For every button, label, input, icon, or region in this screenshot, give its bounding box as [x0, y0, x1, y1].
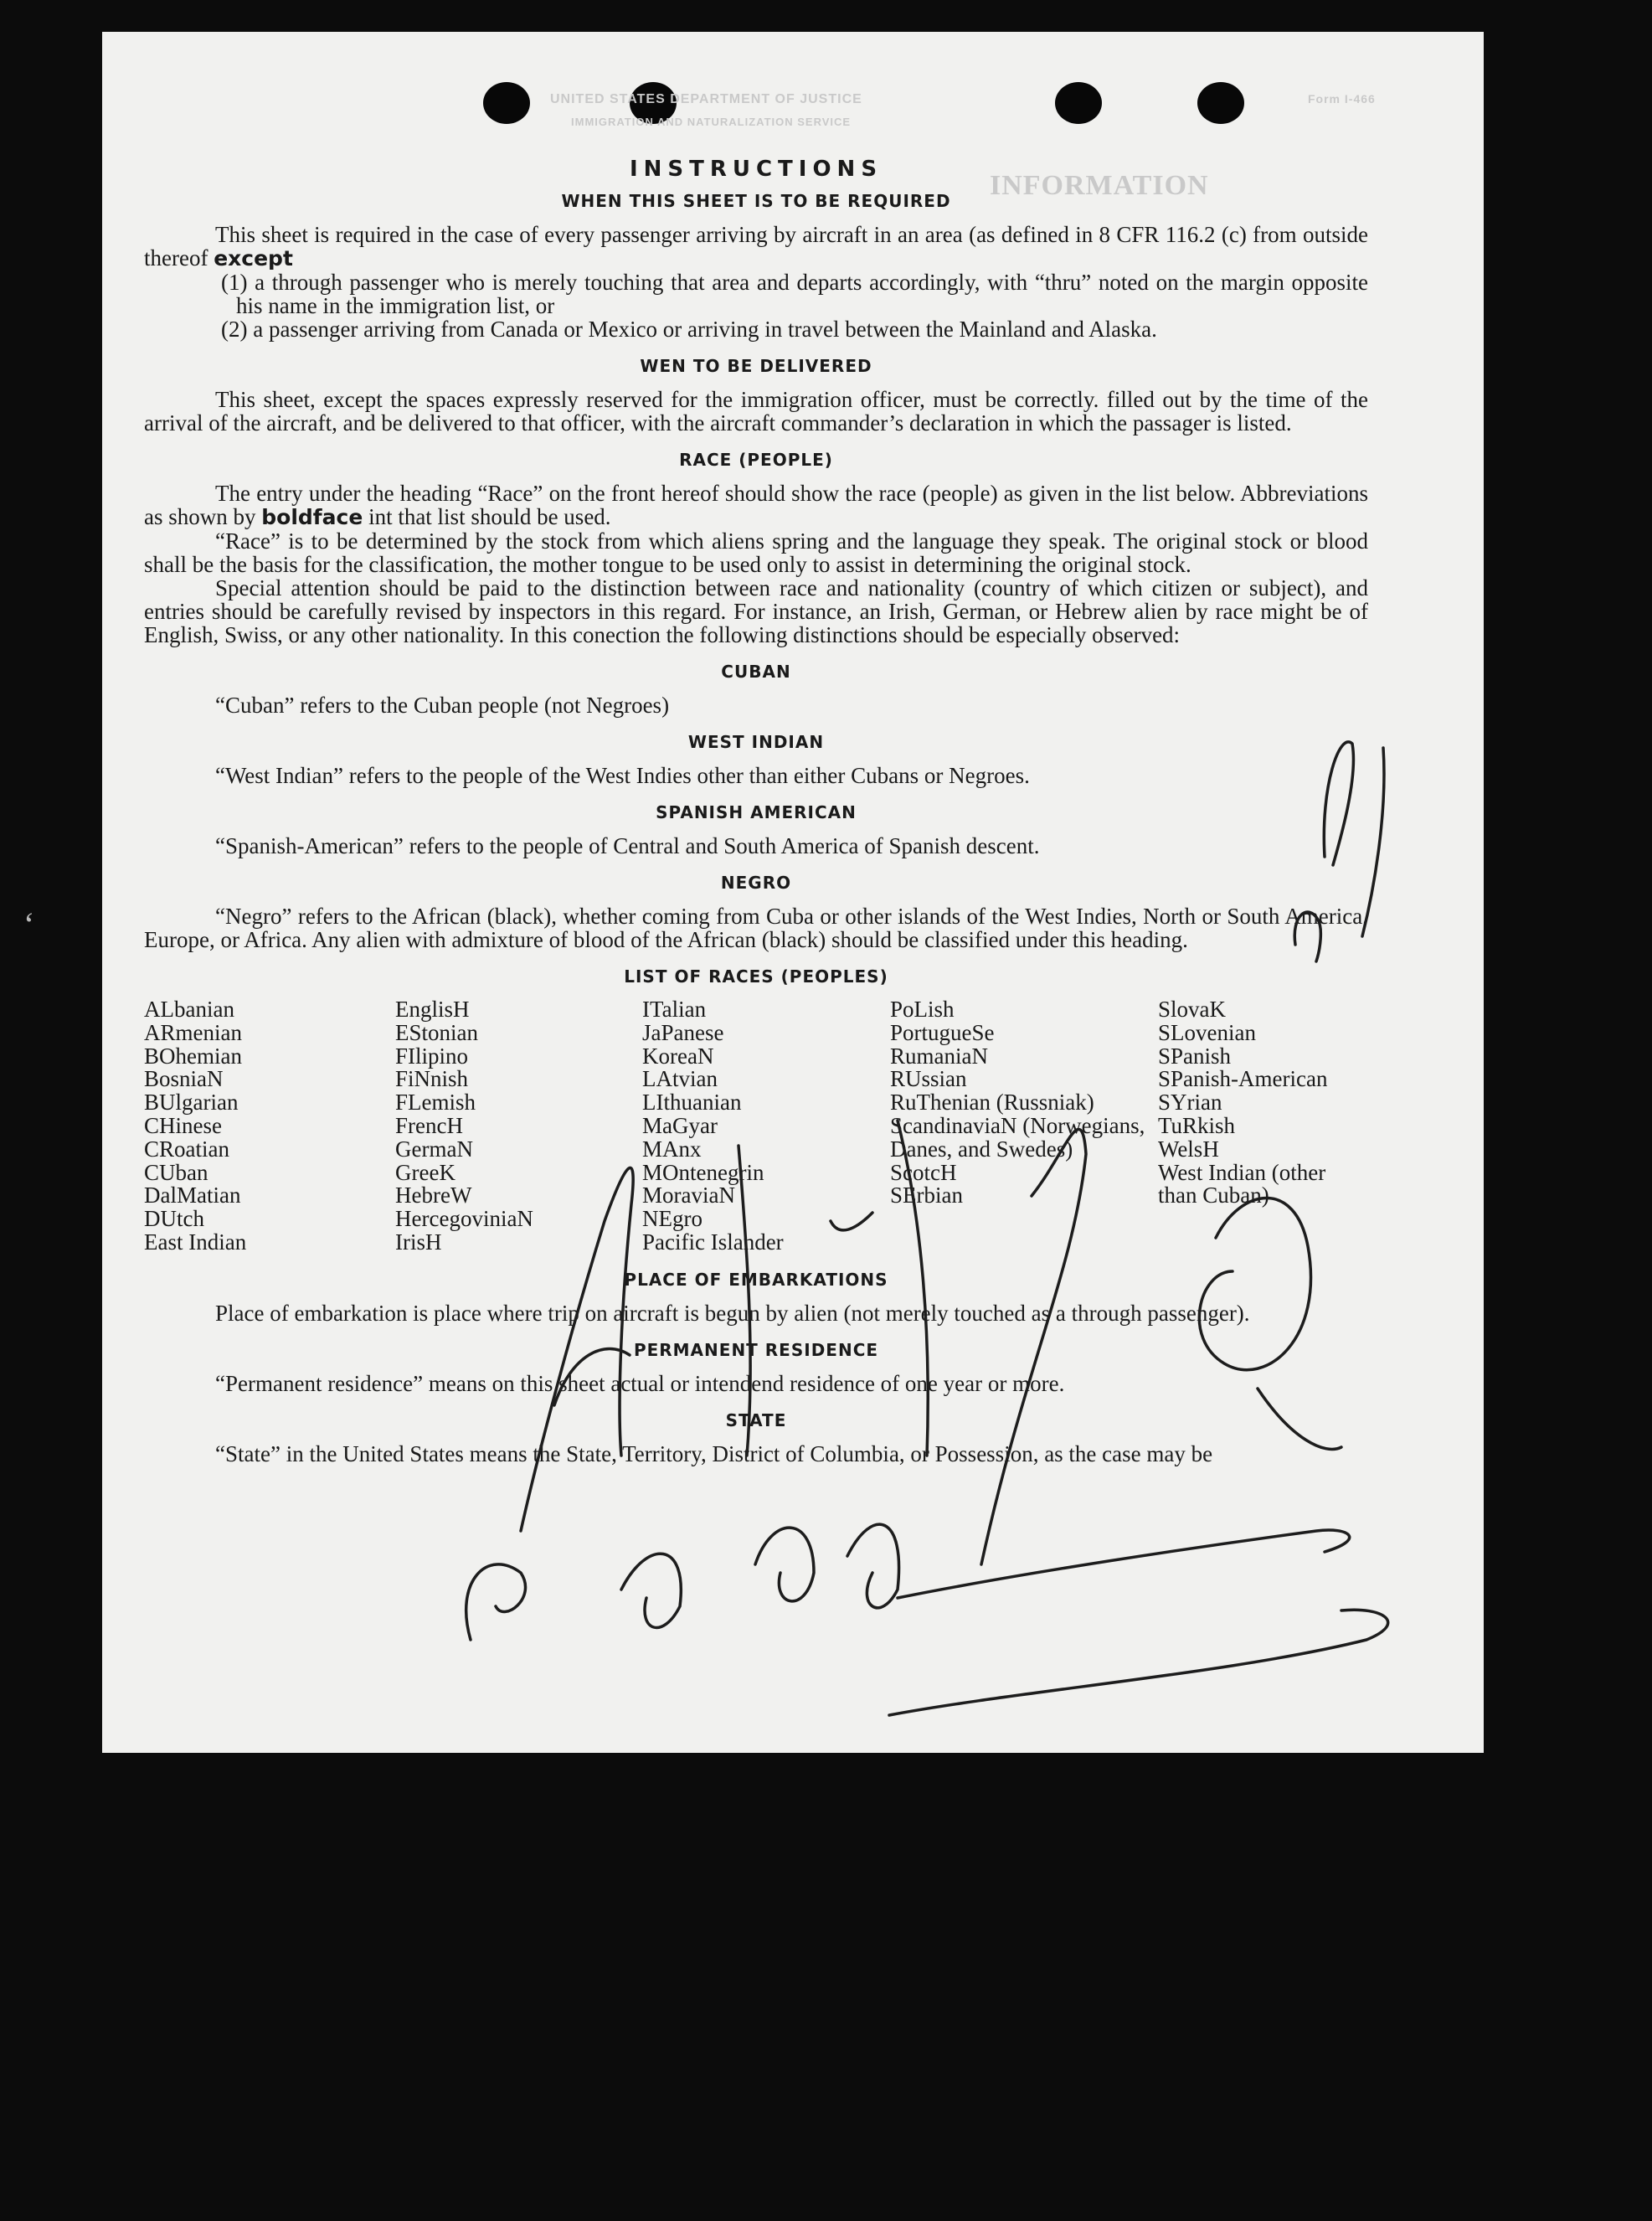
race-item: CHinese: [144, 1112, 222, 1138]
bleed-service: IMMIGRATION AND NATURALIZATION SERVICE: [571, 116, 852, 128]
race-item: TuRkish: [1158, 1112, 1236, 1138]
race-item: DUtch: [144, 1206, 204, 1232]
race-item: SlovaK: [1158, 997, 1226, 1022]
west-indian-text: “West Indian” refers to the people of the West Indies other than either Cubans or Negroes.: [215, 763, 1030, 788]
race-item: ITalian: [642, 997, 707, 1022]
race-item: NEgro: [642, 1206, 702, 1232]
bleed-info: INFORMATION: [990, 170, 1209, 201]
residence-heading: PERMANENT RESIDENCE: [633, 1339, 879, 1360]
race-item: SPanish: [1158, 1043, 1232, 1069]
race-item: BosniaN: [144, 1066, 224, 1092]
race-item: EnglisH: [395, 997, 470, 1022]
race-item: DalMatian: [144, 1183, 241, 1208]
bleed-dept: UNITED STATES DEPARTMENT OF JUSTICE: [550, 92, 862, 106]
race-paragraph-1: The entry under the heading “Race” on the front hereof should show the race (people) as given in the list below. Abbreviations as shown by boldface int that list should be used.: [144, 481, 1368, 529]
except-word: except: [214, 246, 293, 271]
race-item: JaPanese: [642, 1019, 724, 1045]
race-item: RUssian: [890, 1066, 967, 1092]
embarkation-text: Place of embarkation is place where trip on aircraft is begun by alien (not merely touched as a through passenger).: [215, 1300, 1250, 1326]
negro-heading: NEGRO: [720, 873, 792, 893]
race-item: West Indian (other than Cuban): [1158, 1159, 1326, 1208]
race-item: LIthuanian: [642, 1090, 742, 1116]
state-heading: STATE: [725, 1409, 787, 1430]
race-item: SErbian: [890, 1183, 963, 1208]
delivery-text: This sheet, except the spaces expressly reserved for the immigration officer, must be correctly. filled out by the time of the arrival of the aircraft, and be delivered to that officer, with the aircraft commander’s declaration in which the passager is listed.: [144, 387, 1368, 435]
race-paragraph-3: Special attention should be paid to the distinction between race and nationality (country of which citizen or subject), and entries should be carefully revised by inspectors in this regard. For instance, an Irish, German, or Hebrew alien by race might be of English, Swiss, or any other nationality. In this conection the following distinctions should be especially observed:: [144, 575, 1368, 647]
state-text: “State” in the United States means the State, Territory, District of Columbia, or Possession, as the case may be: [215, 1440, 1213, 1466]
exception-1: (1) a through passenger who is merely touching that area and departs accordingly, with “thru” noted on the margin opposite his name in the immigration list, or: [221, 270, 1368, 318]
race-item: GermaN: [395, 1136, 473, 1162]
race-item: PortugueSe: [890, 1019, 995, 1045]
exception-2: (2) a passenger arriving from Canada or Mexico or arriving in travel between the Mainland and Alaska.: [221, 317, 1157, 342]
race-item: FLemish: [395, 1090, 476, 1116]
spanish-american-text: “Spanish-American” refers to the people of Central and South America of Spanish descent.: [215, 833, 1040, 858]
boldface-word: boldface: [261, 505, 363, 529]
race-item: FrencH: [395, 1112, 463, 1138]
race-item: ScandinaviaN (Norwegians, Danes, and Swedes): [890, 1112, 1145, 1162]
negro-text: “Negro” refers to the African (black), whether coming from Cuba or other islands of the West Indies, North or South America, Europe, or Africa. Any alien with admixture of blood of the African (black) should be classified under this heading.: [144, 904, 1368, 952]
race-item: FiNnish: [395, 1066, 469, 1092]
race-item: CRoatian: [144, 1136, 229, 1162]
race-item: MaGyar: [642, 1112, 718, 1138]
race-item: ScotcH: [890, 1159, 957, 1185]
embarkation-heading: PLACE OF EMBARKATIONS: [624, 1269, 888, 1290]
race-item: Pacific Islander: [642, 1229, 784, 1255]
race-item: LAtvian: [642, 1066, 718, 1092]
race-item: ARmenian: [144, 1019, 242, 1045]
race-item: CUban: [144, 1159, 208, 1185]
race-item: BUlgarian: [144, 1090, 239, 1116]
race-item: SLovenian: [1158, 1019, 1256, 1045]
race-item: MOntenegrin: [642, 1159, 764, 1185]
cuban-text: “Cuban” refers to the Cuban people (not Negroes): [215, 693, 670, 718]
race-item: SYrian: [1158, 1090, 1222, 1116]
residence-text: “Permanent residence” means on this sheet actual or intendend residence of one year or more.: [215, 1370, 1065, 1396]
delivery-heading: WEN TO BE DELIVERED: [640, 356, 872, 376]
race-heading: RACE (PEOPLE): [679, 450, 833, 470]
race-item: MoraviaN: [642, 1183, 735, 1208]
race-item: RuThenian (Russniak): [890, 1090, 1094, 1116]
race-item: EStonian: [395, 1019, 478, 1045]
race-item: MAnx: [642, 1136, 702, 1162]
race-item: FIlipino: [395, 1043, 469, 1069]
race-item: BOhemian: [144, 1043, 242, 1069]
spanish-american-heading: SPANISH AMERICAN: [656, 802, 857, 822]
race-item: East Indian: [144, 1229, 247, 1255]
race-item: HercegoviniaN: [395, 1206, 533, 1232]
cuban-heading: CUBAN: [721, 662, 791, 682]
when-required-heading: WHEN THIS SHEET IS TO BE REQUIRED: [561, 191, 951, 211]
handwritten-signature: [102, 32, 1484, 1753]
when-required-intro: This sheet is required in the case of every passenger arriving by aircraft in an area (as defined in 8 CFR 116.2 (c) from outside thereof except: [144, 222, 1368, 271]
document-page: [102, 32, 1484, 1753]
west-indian-heading: WEST INDIAN: [687, 732, 825, 752]
race-item: KoreaN: [642, 1043, 714, 1069]
race-item: GreeK: [395, 1159, 455, 1185]
race-item: PoLish: [890, 997, 955, 1022]
race-item: RumaniaN: [890, 1043, 988, 1069]
race-item: IrisH: [395, 1229, 442, 1255]
page-title: INSTRUCTIONS: [629, 157, 883, 182]
margin-mark: ʻ: [23, 905, 35, 943]
race-item: SPanish-American: [1158, 1066, 1328, 1092]
race-list-heading: LIST OF RACES (PEOPLES): [624, 966, 888, 987]
race-item: WelsH: [1158, 1136, 1219, 1162]
race-item: HebreW: [395, 1183, 472, 1208]
bleed-form: Form I-466: [1308, 92, 1376, 106]
race-paragraph-2: “Race” is to be determined by the stock from which aliens spring and the language they speak. The original stock or blood shall be the basis for the classification, the mother tongue to be used only to assist in determining the original stock.: [144, 528, 1368, 577]
race-item: ALbanian: [144, 997, 234, 1022]
